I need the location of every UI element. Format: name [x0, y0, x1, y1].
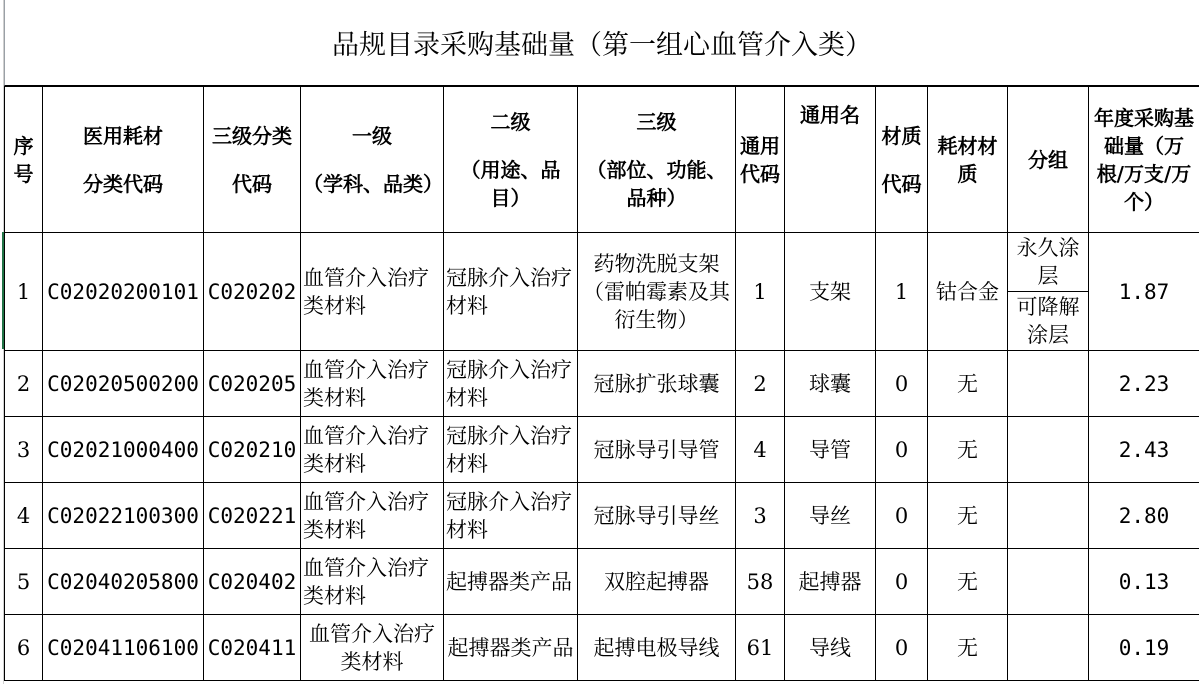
cell-category-code[interactable]: C02040205800: [43, 549, 204, 615]
cell-level3-code[interactable]: C020221: [204, 483, 301, 549]
cell-level3[interactable]: 双腔起搏器: [578, 549, 736, 615]
cell-level3-code[interactable]: C020402: [204, 549, 301, 615]
cell-group-degradable-coating[interactable]: 可降解涂层: [1016, 295, 1080, 347]
cell-level1[interactable]: 血管介入治疗类材料: [301, 483, 444, 549]
cell-generic-name[interactable]: 支架: [785, 233, 876, 351]
header-generic-code[interactable]: 通用代码: [736, 87, 785, 233]
cell-level3[interactable]: 冠脉导引导丝: [578, 483, 736, 549]
sheet-title-cell[interactable]: [4, 0, 1199, 86]
cell-level1[interactable]: 血管介入治疗类材料: [301, 549, 444, 615]
cell-level3[interactable]: 起搏电极导线: [578, 615, 736, 681]
cell-group[interactable]: [1008, 549, 1089, 615]
cell-material-code[interactable]: 0: [876, 351, 928, 417]
cell-generic-name[interactable]: 起搏器: [785, 549, 876, 615]
cell-generic-name[interactable]: 导管: [785, 417, 876, 483]
cell-level2[interactable]: 起搏器类产品: [444, 615, 578, 681]
cell-level3-code[interactable]: C020202: [204, 233, 301, 351]
cell-material-code[interactable]: 0: [876, 417, 928, 483]
header-annual-amount[interactable]: 年度采购基础量（万根/万支/万个）: [1089, 87, 1199, 233]
cell-material-code[interactable]: 0: [876, 615, 928, 681]
cell-group[interactable]: [1008, 417, 1089, 483]
cell-generic-name[interactable]: 导丝: [785, 483, 876, 549]
header-row: [5, 87, 1199, 233]
cell-material[interactable]: 无: [928, 351, 1008, 417]
cell-group: [1008, 233, 1089, 351]
cell-annual-amount[interactable]: 1.87: [1089, 233, 1199, 351]
cell-annual-amount[interactable]: 2.23: [1089, 351, 1199, 417]
cell-group[interactable]: [1008, 615, 1089, 681]
cell-generic-code[interactable]: 61: [736, 615, 785, 681]
cell-material-code[interactable]: 0: [876, 483, 928, 549]
cell-level3[interactable]: 冠脉导引导管: [578, 417, 736, 483]
cell-level3[interactable]: 冠脉扩张球囊: [578, 351, 736, 417]
cell-level2[interactable]: 冠脉介入治疗材料: [444, 417, 578, 483]
table-row: [5, 615, 1199, 681]
cell-group[interactable]: [1008, 483, 1089, 549]
table-row: [5, 549, 1199, 615]
cell-annual-amount[interactable]: 0.19: [1089, 615, 1199, 681]
cell-generic-name[interactable]: 导线: [785, 615, 876, 681]
cell-category-code[interactable]: C02022100300: [43, 483, 204, 549]
cell-material[interactable]: 无: [928, 615, 1008, 681]
header-material[interactable]: 耗材材质: [928, 87, 1008, 233]
cell-category-code[interactable]: C02020500200: [43, 351, 204, 417]
cell-material[interactable]: 钴合金: [928, 233, 1008, 351]
cell-generic-code[interactable]: 1: [736, 233, 785, 351]
cell-level2[interactable]: 冠脉介入治疗材料: [444, 351, 578, 417]
cell-material-code[interactable]: 1: [876, 233, 928, 351]
cell-level1[interactable]: 血管介入治疗类材料: [301, 417, 444, 483]
table-row: [5, 351, 1199, 417]
cell-group[interactable]: [1008, 351, 1089, 417]
cell-level1[interactable]: 血管介入治疗类材料: [301, 233, 444, 351]
cell-seq[interactable]: 3: [5, 417, 43, 483]
header-material-code[interactable]: 材质 代码: [876, 87, 928, 233]
header-seq[interactable]: 序 号: [5, 87, 43, 233]
cell-seq[interactable]: 1: [5, 233, 43, 351]
sheet-title: 品规目录采购基础量（第一组心血管介入类）: [332, 30, 872, 61]
catalog-table: [4, 86, 1199, 681]
header-group[interactable]: 分组: [1008, 87, 1089, 233]
cell-generic-code[interactable]: 4: [736, 417, 785, 483]
header-level1[interactable]: 一级 （学科、品类）: [301, 87, 444, 233]
cell-level3[interactable]: 药物洗脱支架（雷帕霉素及其衍生物）: [578, 233, 736, 351]
cell-group-permanent-coating[interactable]: 永久涂层: [1008, 233, 1088, 292]
header-category-code[interactable]: 医用耗材 分类代码: [43, 87, 204, 233]
cell-annual-amount[interactable]: 0.13: [1089, 549, 1199, 615]
cell-material[interactable]: 无: [928, 483, 1008, 549]
cell-generic-name[interactable]: 球囊: [785, 351, 876, 417]
cell-seq[interactable]: 5: [5, 549, 43, 615]
cell-generic-code[interactable]: 58: [736, 549, 785, 615]
cell-seq[interactable]: 6: [5, 615, 43, 681]
cell-level2[interactable]: 冠脉介入治疗材料: [444, 483, 578, 549]
cell-level1[interactable]: 血管介入治疗类材料: [301, 351, 444, 417]
cell-generic-code[interactable]: 3: [736, 483, 785, 549]
cell-category-code[interactable]: C02021000400: [43, 417, 204, 483]
cell-level3-code[interactable]: C020205: [204, 351, 301, 417]
cell-category-code[interactable]: C02041106100: [43, 615, 204, 681]
cell-material[interactable]: 无: [928, 417, 1008, 483]
table-row: [5, 417, 1199, 483]
header-level3-code[interactable]: 三级分类 代码: [204, 87, 301, 233]
cell-level2[interactable]: 起搏器类产品: [444, 549, 578, 615]
cell-annual-amount[interactable]: 2.43: [1089, 417, 1199, 483]
cell-level1[interactable]: 血管介入治疗类材料: [301, 615, 444, 681]
cell-annual-amount[interactable]: 2.80: [1089, 483, 1199, 549]
table-row: [5, 483, 1199, 549]
cell-level2[interactable]: 冠脉介入治疗材料: [444, 233, 578, 351]
cell-category-code[interactable]: C02020200101: [43, 233, 204, 351]
cell-generic-code[interactable]: 2: [736, 351, 785, 417]
header-level2[interactable]: 二级 （用途、品目）: [444, 87, 578, 233]
cell-material-code[interactable]: 0: [876, 549, 928, 615]
cell-seq[interactable]: 2: [5, 351, 43, 417]
header-level3[interactable]: 三级 （部位、功能、品种）: [578, 87, 736, 233]
cell-seq[interactable]: 4: [5, 483, 43, 549]
cell-level3-code[interactable]: C020210: [204, 417, 301, 483]
cell-material[interactable]: 无: [928, 549, 1008, 615]
cell-level3-code[interactable]: C020411: [204, 615, 301, 681]
header-generic-name[interactable]: 通用名: [785, 87, 876, 233]
table-row: [5, 233, 1199, 351]
